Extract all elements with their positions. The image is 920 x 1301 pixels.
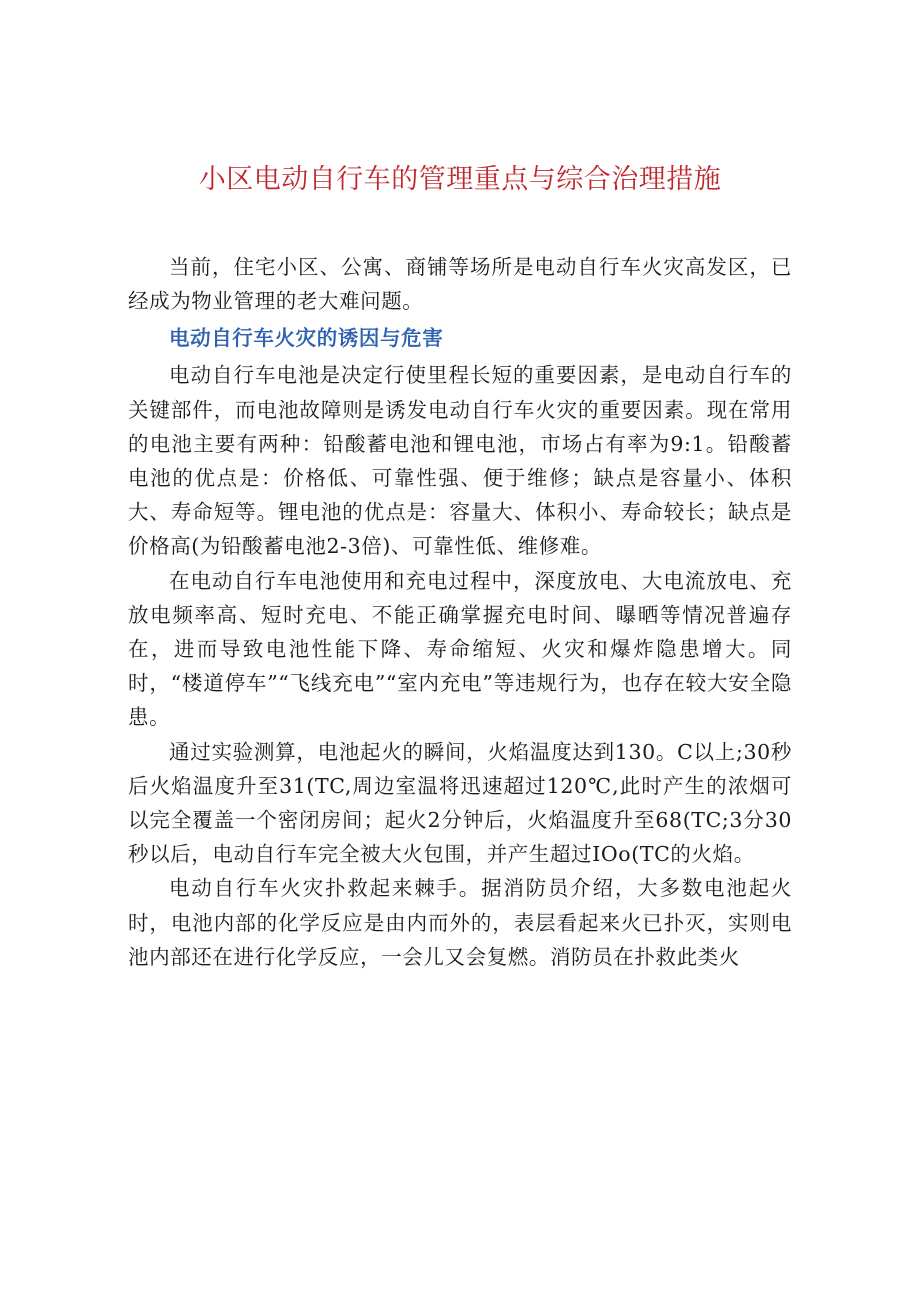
document-title: 小区电动自行车的管理重点与综合治理措施 bbox=[198, 164, 722, 195]
firefighting-paragraph: 电动自行车火灾扑救起来棘手。据消防员介绍，大多数电池起火时，电池内部的化学反应是由内而外的，表层看起来火已扑灭，实则电池内部还在进行化学反应，一会儿又会复燃。消防员在扑救此类火 bbox=[128, 876, 792, 969]
battery-paragraph: 电动自行车电池是决定行使里程长短的重要因素，是电动自行车的关键部件，而电池故障则是诱发电动自行车火灾的重要因素。现在常用的电池主要有两种：铅酸蓄电池和锂电池，市场占有率为9:1。铅酸蓄电池的优点是：价格低、可靠性强、便于维修；缺点是容量小、体积大、寿命短等。锂电池的优点是：容量大、体积小、寿命较长；缺点是价格高(为铅酸蓄电池2-3倍)、可靠性低、维修难。 bbox=[128, 363, 792, 559]
document-body bbox=[128, 250, 792, 974]
intro-paragraph: 当前，住宅小区、公寓、商铺等场所是电动自行车火灾高发区，已经成为物业管理的老大难问题。 bbox=[128, 255, 792, 314]
temperature-paragraph: 通过实验测算，电池起火的瞬间，火焰温度达到130。C以上;30秒后火焰温度升至31(TC,周边室温将迅速超过120℃,此时产生的浓烟可以完全覆盖一个密闭房间；起火2分钟后，火焰温度升至68(TC;3分30秒以后，电动自行车完全被大火包围，并产生超过IOo(TC的火焰。 bbox=[128, 739, 792, 867]
section-heading: 电动自行车火灾的诱因与危害 bbox=[169, 326, 444, 351]
charging-paragraph: 在电动自行车电池使用和充电过程中，深度放电、大电流放电、充放电频率高、短时充电、不能正确掌握充电时间、曝晒等情况普遍存在，进而导致电池性能下降、寿命缩短、火灾和爆炸隐患增大。同时，“楼道停车”“飞线充电”“室内充电”等违规行为，也存在较大安全隐患。 bbox=[128, 568, 792, 730]
